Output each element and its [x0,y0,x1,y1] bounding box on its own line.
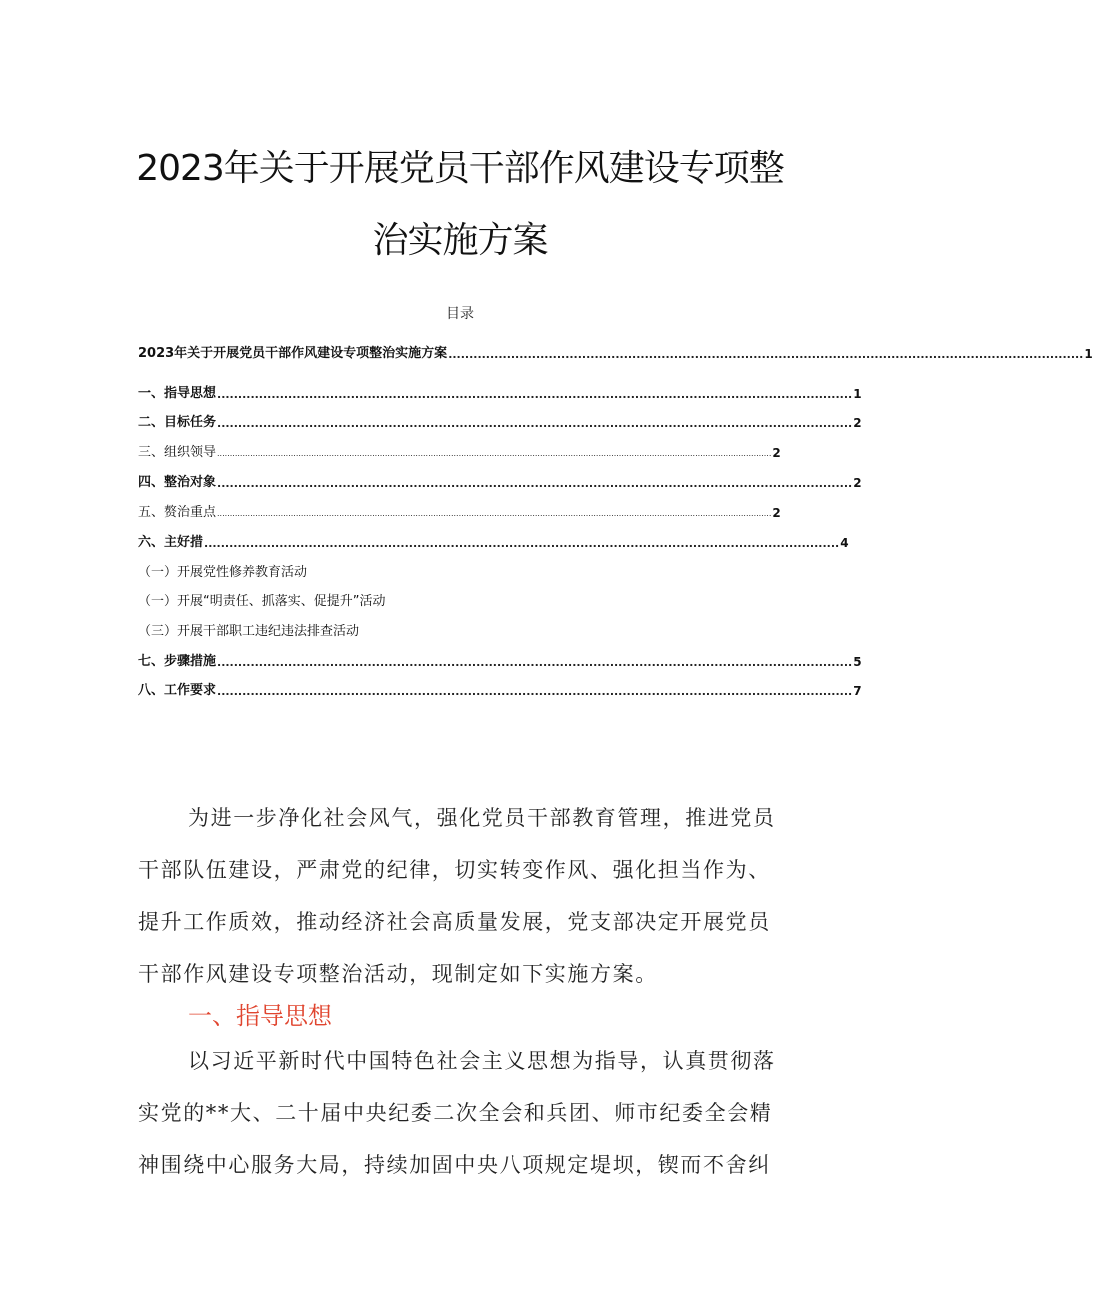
toc-entry[interactable] [138,532,849,552]
toc-leader-dots: ........................................................................................................................................................ [448,348,1084,361]
toc-entry-label: 八、工作要求 [138,683,217,698]
toc-leader-dots: .......................................................................................................................................................................................................................... [217,449,772,458]
toc-entry-label: （一）开展“明责任、抓落实、促提升”活动 [138,594,386,609]
section-heading-guiding-ideology: 一、指导思想 [188,1002,332,1030]
toc-heading: 目录 [446,306,474,322]
toc-entry-label: 四、整治对象 [138,475,217,490]
toc-leader-dots: .......................................................................................................................................................................................................................... [217,509,772,518]
toc-entry[interactable] [138,412,862,432]
toc-entry[interactable] [138,562,307,582]
toc-entry-label: 五、赘治重点 [138,505,217,520]
toc-entry-page: 5 [853,655,862,669]
toc-entry[interactable] [138,591,385,611]
toc-leader-dots: ........................................................................................................................................................ [217,477,853,490]
toc-entry-label: 三、组织领导 [138,445,217,460]
toc-leader-dots: ........................................................................................................................................................ [204,537,840,550]
toc-entry-page: 2 [772,506,781,520]
toc-entry-page: 2 [772,446,781,460]
toc-entry-page: 1 [1084,347,1093,361]
toc-entry-label: 二、目标任务 [138,415,217,430]
toc-entry-label: 七、步骤措施 [138,654,217,669]
paragraph-line: 为进一步净化社会风气，强化党员干部教育管理，推进党员 [188,806,776,830]
paragraph-line: 干部队伍建设，严肃党的纪律，切实转变作风、强化担当作为、 [138,858,771,882]
toc-leader-dots: ........................................................................................................................................................ [217,417,853,430]
toc-leader-dots: ........................................................................................................................................................ [217,685,853,698]
toc-entry[interactable] [138,651,862,671]
toc-entry-page: 4 [840,536,849,550]
toc-entry[interactable] [138,343,1093,363]
paragraph-line: 提升工作质效，推动经济社会高质量发展，党支部决定开展党员 [138,910,771,934]
toc-entry-label: 2023年关于开展党员干部作风建设专项整治实施方案 [138,346,448,361]
toc-entry-label: （一）开展党性修养教育活动 [138,565,308,580]
toc-entry[interactable] [138,442,781,462]
paragraph-line: 神围绕中心服务大局，持续加固中央八项规定堤坝，锲而不舍纠 [138,1153,771,1177]
toc-leader-dots: ........................................................................................................................................................ [217,388,853,401]
intro-paragraph [138,792,788,1000]
toc-leader-dots: ........................................................................................................................................................ [217,656,853,669]
toc-entry[interactable] [138,472,862,492]
toc-entry[interactable] [138,680,862,700]
document-title-line-1: 2023年关于开展党员干部作风建设专项整 [136,148,784,189]
toc-entry-page: 1 [853,387,862,401]
toc-entry-page: 2 [853,476,862,490]
toc-entry-label: 一、指导思想 [138,386,217,401]
toc-entry-label: （三）开展干部职工违纪违法排查活动 [138,624,360,639]
document-title-line-2: 治实施方案 [372,220,548,261]
toc-entry-page: 7 [853,684,862,698]
paragraph-line: 以习近平新时代中国特色社会主义思想为指导，认真贯彻落 [188,1049,776,1073]
toc-entry-label: 六、主好措 [138,535,204,550]
paragraph-line: 干部作风建设专项整治活动，现制定如下实施方案。 [138,962,658,986]
paragraph-line: 实党的**大、二十届中央纪委二次全会和兵团、师市纪委全会精 [138,1101,773,1125]
toc-entry-page: 2 [853,416,862,430]
toc-entry[interactable] [138,621,359,641]
toc-entry[interactable] [138,502,781,522]
section-paragraph [138,1035,788,1191]
toc-entry[interactable] [138,383,862,403]
